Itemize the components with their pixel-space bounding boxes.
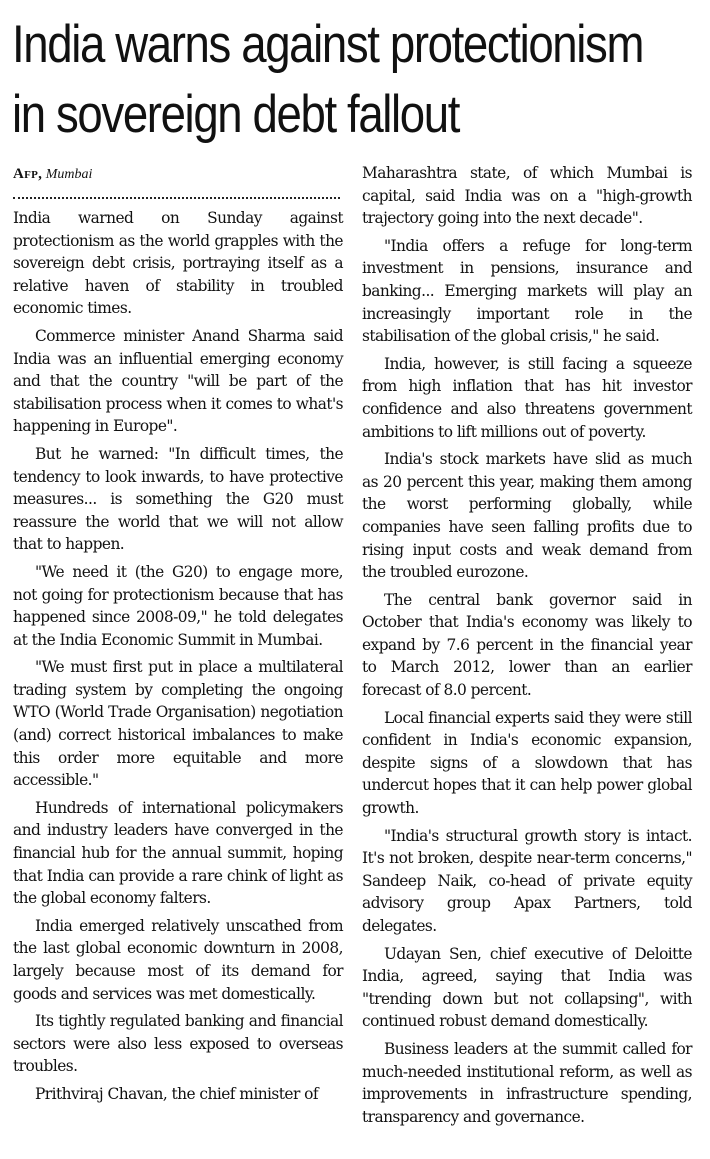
paragraph: Local financial experts said they were still confident in India's economic expansion, despite signs of a slowdown that has undercut hopes that it can help power global growth. — [362, 708, 692, 818]
byline — [13, 166, 92, 183]
paragraph: India warned on Sunday against protectionism as the world grapples with the sovereign debt crisis, portraying itself as a relative haven of stability in troubled economic times. — [13, 209, 343, 318]
article-column-2 — [362, 162, 692, 1128]
paragraph: "India offers a refuge for long-term investment in pensions, insurance and banking... Emerging markets will play an increasingly important role in the stabilisation of the global crisis," he said. — [362, 236, 692, 346]
paragraph: "We must first put in place a multilateral trading system by completing the ongoing WTO (World Trade Organisation) negotiation (and) correct historical imbalances to make this order more equitable and more accessible." — [13, 658, 343, 790]
headline — [12, 10, 644, 150]
paragraph: Maharashtra state, of which Mumbai is capital, said India was on a "high-growth trajectory going into the next decade". — [362, 164, 692, 228]
headline-line-2: in sovereign debt fallout — [12, 85, 460, 144]
paragraph: India emerged relatively unscathed from the last global economic downturn in 2008, largely because most of its demand for goods and services was met domestically. — [13, 916, 343, 1003]
dotted-rule — [13, 197, 340, 199]
byline-agency: Afp, — [13, 166, 43, 182]
paragraph: India, however, is still facing a squeeze from high inflation that has hit investor confidence and also threatens government ambitions to lift millions out of poverty. — [362, 354, 692, 441]
paragraph: "India's structural growth story is intact. It's not broken, despite near-term concerns," Sandeep Naik, co-head of private equity advisory group Apax Partners, told delegates. — [362, 826, 692, 935]
paragraph: Hundreds of international policymakers and industry leaders have converged in the financial hub for the annual summit, hoping that India can provide a rare chink of light as the global economy falters. — [13, 798, 343, 908]
paragraph: But he warned: "In difficult times, the tendency to look inwards, to have protective measures... is something the G20 must reassure the world that we will not allow that to happen. — [13, 444, 343, 554]
paragraph: "We need it (the G20) to engage more, not going for protectionism because that has happened since 2008-09," he told delegates at the India Economic Summit in Mumbai. — [13, 562, 343, 649]
paragraph: Business leaders at the summit called for much-needed institutional reform, as well as improvements in infrastructure spending, transparency and governance. — [362, 1039, 692, 1126]
paragraph: Commerce minister Anand Sharma said India was an influential emerging economy and that the country "will be part of the stabilisation process when it comes to what's happening in Europe". — [13, 326, 343, 436]
paragraph: Udayan Sen, chief executive of Deloitte India, agreed, saying that India was "trending down but not collapsing", with continued robust demand domestically. — [362, 944, 692, 1031]
article-column-1 — [13, 207, 343, 1106]
headline-line-1: India warns against protectionism — [12, 15, 644, 74]
paragraph: Its tightly regulated banking and financial sectors were also less exposed to overseas troubles. — [13, 1012, 343, 1076]
paragraph: Prithviraj Chavan, the chief minister of — [35, 1084, 318, 1103]
paragraph: India's stock markets have slid as much as 20 percent this year, making them among the worst performing globally, while companies have seen falling profits due to rising input costs and weak demand from the troubled eurozone. — [362, 450, 692, 582]
paragraph: The central bank governor said in October that India's economy was likely to expand by 7.6 percent in the financial year to March 2012, lower than an earlier forecast of 8.0 percent. — [362, 590, 692, 700]
byline-place: Mumbai — [45, 167, 93, 182]
